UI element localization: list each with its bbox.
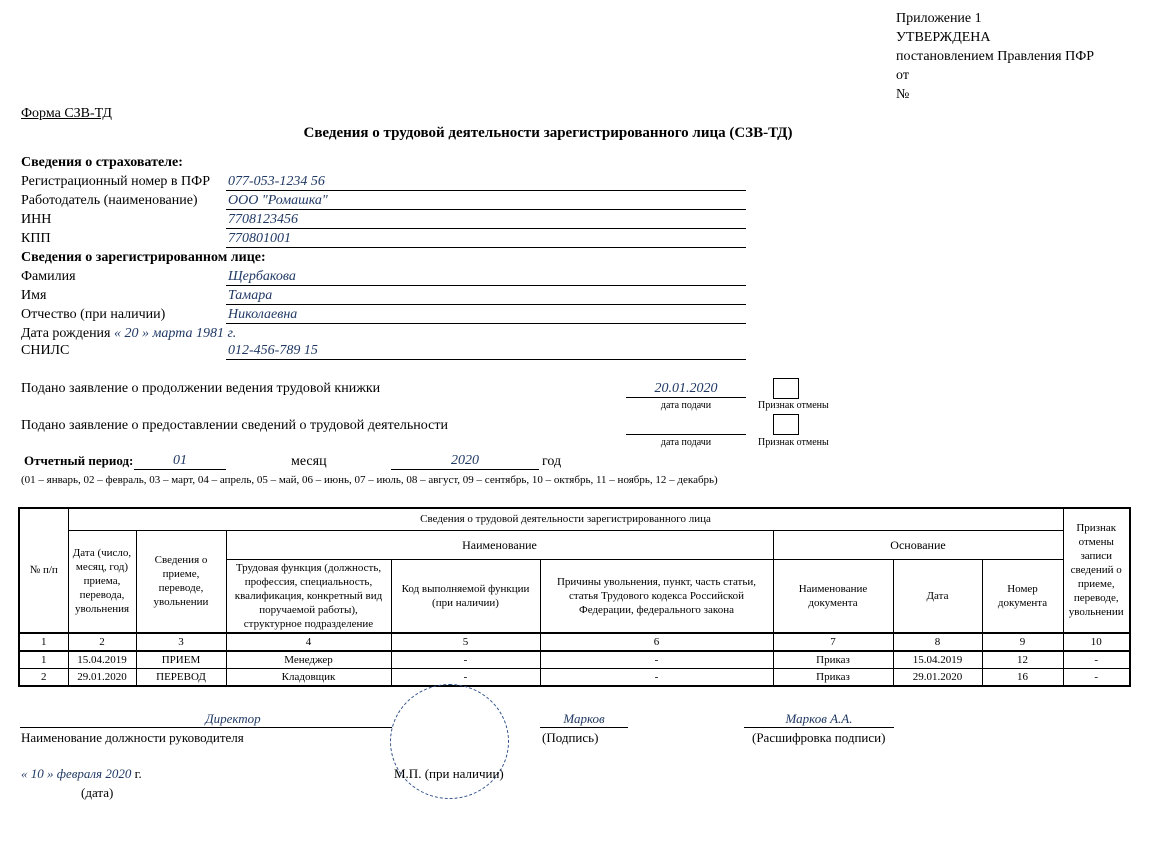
- inn-underline: [226, 228, 746, 229]
- decree-number-label: №: [896, 87, 910, 102]
- birth-date-quote-close: »: [142, 326, 149, 341]
- col-group-labor-activity: Сведения о трудовой деятельности зарегистрированного лица: [68, 508, 1063, 530]
- cell-doc-number[interactable]: 16: [982, 668, 1063, 686]
- decree-from-label: от: [896, 68, 909, 83]
- cell-cancel[interactable]: -: [1063, 668, 1130, 686]
- col-header-doc-name: Наименование документа: [773, 559, 893, 633]
- signature-decode-label: (Расшифровка подписи): [752, 730, 886, 745]
- column-number: 8: [893, 633, 982, 651]
- cell-date[interactable]: 15.04.2019: [68, 651, 136, 669]
- sign-date-suffix: г.: [134, 766, 142, 781]
- cell-number[interactable]: 1: [19, 651, 68, 669]
- column-number: 3: [136, 633, 226, 651]
- cell-info[interactable]: ПРИЕМ: [136, 651, 226, 669]
- approved-label: УТВЕРЖДЕНА: [896, 30, 991, 45]
- col-header-doc-number: Номер документа: [982, 559, 1063, 633]
- table-row: [19, 668, 1130, 686]
- continue-book-date[interactable]: 20.01.2020: [654, 381, 718, 396]
- column-numbers-row: [19, 633, 1130, 651]
- birth-date-row: [21, 326, 236, 342]
- provide-info-date-underline: [626, 434, 746, 435]
- kpp-label: КПП: [21, 231, 51, 246]
- cell-function[interactable]: Менеджер: [226, 651, 391, 669]
- period-label: Отчетный период:: [24, 453, 134, 468]
- cell-number[interactable]: 2: [19, 668, 68, 686]
- reg-number-label: Регистрационный номер в ПФР: [21, 174, 210, 189]
- cell-reason[interactable]: -: [540, 668, 773, 686]
- head-position-underline: [20, 727, 392, 728]
- col-header-number: № п/п: [19, 508, 68, 633]
- reg-number-value[interactable]: 077-053-1234 56: [228, 174, 325, 189]
- first-name-underline: [226, 304, 746, 305]
- table-row: [19, 651, 1130, 669]
- stamp-label: М.П. (при наличии): [394, 766, 504, 781]
- cell-doc-name[interactable]: Приказ: [773, 651, 893, 669]
- sign-date-quote-close: »: [47, 766, 54, 781]
- provide-info-cancel-caption: Признак отмены: [758, 437, 829, 448]
- signature-underline: [540, 727, 628, 728]
- cell-code[interactable]: -: [391, 668, 540, 686]
- insurer-section-label: Сведения о страхователе:: [21, 155, 183, 170]
- cell-doc-name[interactable]: Приказ: [773, 668, 893, 686]
- signature-label: (Подпись): [542, 730, 599, 745]
- col-group-basis: Основание: [773, 530, 1063, 559]
- period-month-value[interactable]: 01: [173, 453, 187, 468]
- appendix-label: Приложение 1: [896, 11, 982, 26]
- snils-underline: [226, 359, 746, 360]
- period-year-label: год: [542, 454, 562, 469]
- continue-book-label: Подано заявление о продолжении ведения трудовой книжки: [21, 381, 381, 396]
- col-header-doc-date: Дата: [893, 559, 982, 633]
- first-name-value[interactable]: Тамара: [228, 288, 273, 303]
- head-position-label: Наименование должности руководителя: [21, 730, 244, 745]
- surname-underline: [226, 285, 746, 286]
- first-name-label: Имя: [21, 288, 47, 303]
- birth-date-label: Дата рождения: [21, 326, 111, 341]
- column-number: 4: [226, 633, 391, 651]
- provide-info-label: Подано заявление о предоставлении сведений о трудовой деятельности: [21, 418, 448, 433]
- column-number: 9: [982, 633, 1063, 651]
- cell-function[interactable]: Кладовщик: [226, 668, 391, 686]
- snils-label: СНИЛС: [21, 343, 70, 358]
- person-section-label: Сведения о зарегистрированном лице:: [21, 250, 266, 265]
- signature-decode-underline: [744, 727, 894, 728]
- inn-value[interactable]: 7708123456: [228, 212, 298, 227]
- cell-doc-date[interactable]: 15.04.2019: [893, 651, 982, 669]
- column-number: 1: [19, 633, 68, 651]
- continue-book-cancel-caption: Признак отмены: [758, 400, 829, 411]
- kpp-underline: [226, 247, 746, 248]
- snils-value[interactable]: 012-456-789 15: [228, 343, 318, 358]
- column-number: 6: [540, 633, 773, 651]
- labor-activity-table: [18, 507, 1131, 687]
- birth-month-year-value[interactable]: марта 1981 г.: [152, 326, 237, 341]
- col-header-cancel: Признак отмены записи сведений о приеме, переводе, увольнении: [1063, 508, 1130, 633]
- continue-book-date-underline: [626, 397, 746, 398]
- col-header-code: Код выполняемой функции (при наличии): [391, 559, 540, 633]
- sign-date-caption: (дата): [81, 785, 114, 800]
- col-header-date: Дата (число, месяц, год) приема, перевода, увольнения: [68, 530, 136, 633]
- reg-number-underline: [226, 190, 746, 191]
- continue-book-date-caption: дата подачи: [660, 400, 712, 411]
- col-header-reason: Причины увольнения, пункт, часть статьи, статья Трудового кодекса Российской Федерации, федерального закона: [540, 559, 773, 633]
- cell-reason[interactable]: -: [540, 651, 773, 669]
- continue-book-cancel-checkbox[interactable]: [773, 378, 799, 399]
- column-number: 10: [1063, 633, 1130, 651]
- patronymic-underline: [226, 323, 746, 324]
- employer-underline: [226, 209, 746, 210]
- birth-date-quote-open: «: [114, 326, 121, 341]
- col-header-function: Трудовая функция (должность, профессия, специальность, квалификация, конкретный вид поручаемой работы), структурное подразделение: [226, 559, 391, 633]
- cell-doc-date[interactable]: 29.01.2020: [893, 668, 982, 686]
- period-year-value[interactable]: 2020: [451, 453, 479, 468]
- cell-date[interactable]: 29.01.2020: [68, 668, 136, 686]
- form-name: Форма СЗВ-ТД: [21, 106, 112, 121]
- column-number: 7: [773, 633, 893, 651]
- sign-date-row: [21, 766, 142, 782]
- col-header-info: Сведения о приеме, переводе, увольнении: [136, 530, 226, 633]
- sign-date-day[interactable]: 10: [30, 766, 44, 781]
- column-number: 5: [391, 633, 540, 651]
- employer-label: Работодатель (наименование): [21, 193, 198, 208]
- cell-cancel[interactable]: -: [1063, 651, 1130, 669]
- period-month-underline: [134, 469, 226, 470]
- patronymic-value[interactable]: Николаевна: [228, 307, 298, 322]
- cell-doc-number[interactable]: 12: [982, 651, 1063, 669]
- document-title: Сведения о трудовой деятельности зарегистрированного лица (СЗВ-ТД): [303, 125, 793, 141]
- head-position-value[interactable]: Директор: [205, 711, 261, 726]
- period-year-underline: [391, 469, 539, 470]
- provide-info-cancel-checkbox[interactable]: [773, 414, 799, 435]
- patronymic-label: Отчество (при наличии): [21, 307, 166, 322]
- sign-date-quote-open: «: [21, 766, 28, 781]
- signature-value[interactable]: Марков: [563, 711, 605, 726]
- kpp-value[interactable]: 770801001: [228, 231, 291, 246]
- cell-info[interactable]: ПЕРЕВОД: [136, 668, 226, 686]
- signature-decode-value[interactable]: Марков А.А.: [785, 711, 853, 726]
- provide-info-date-caption: дата подачи: [660, 437, 712, 448]
- column-number: 2: [68, 633, 136, 651]
- sign-date-month-year[interactable]: февраля 2020: [56, 766, 132, 781]
- decree-label: постановлением Правления ПФР: [896, 49, 1095, 64]
- inn-label: ИНН: [21, 212, 52, 227]
- surname-value[interactable]: Щербакова: [228, 269, 296, 284]
- employer-value[interactable]: ООО "Ромашка": [228, 193, 328, 208]
- period-month-legend: (01 – январь, 02 – февраль, 03 – март, 04 – апрель, 05 – май, 06 – июнь, 07 – июль, 08 – август, 09 – сентябрь, 10 – октябрь, 11 – ноябрь, 12 – декабрь): [21, 474, 718, 486]
- col-group-name: Наименование: [226, 530, 773, 559]
- surname-label: Фамилия: [21, 269, 76, 284]
- period-month-label: месяц: [291, 454, 327, 469]
- birth-day-value[interactable]: 20: [124, 326, 139, 341]
- cell-code[interactable]: -: [391, 651, 540, 669]
